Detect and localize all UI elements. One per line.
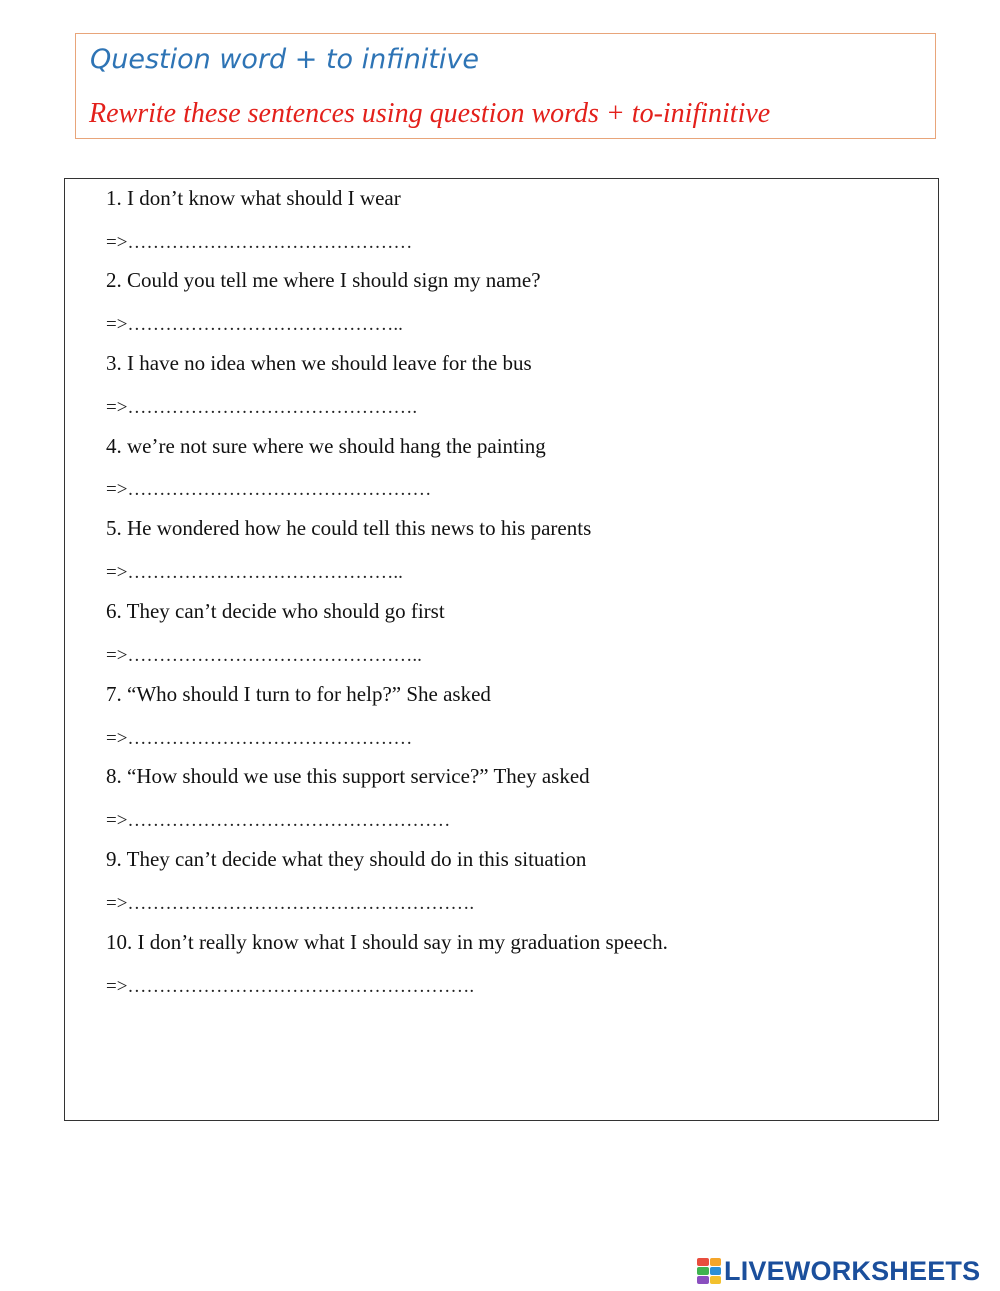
worksheet-title: Question word + to infinitive bbox=[90, 44, 480, 75]
answer-blank-5[interactable]: =>…………………………………….. bbox=[106, 562, 403, 583]
answer-blank-1[interactable]: =>……………………………………… bbox=[106, 232, 413, 253]
question-9: 9. They can’t decide what they should do in this situation bbox=[106, 847, 587, 871]
question-7: 7. “Who should I turn to for help?” She asked bbox=[106, 682, 491, 706]
worksheet-instructions: Rewrite these sentences using question words + to-inifinitive bbox=[89, 98, 771, 129]
brand-name: LIVEWORKSHEETS bbox=[724, 1255, 981, 1286]
answer-blank-3[interactable]: =>………………………………………. bbox=[106, 397, 418, 418]
answer-blank-9[interactable]: =>………………………………………………. bbox=[106, 893, 475, 914]
question-10: 10. I don’t really know what I should say in my graduation speech. bbox=[106, 930, 668, 954]
liveworksheets-logo-icon bbox=[697, 1258, 721, 1284]
question-6: 6. They can’t decide who should go first bbox=[106, 599, 445, 623]
question-8: 8. “How should we use this support service?” They asked bbox=[106, 764, 590, 788]
header-box bbox=[75, 33, 936, 139]
question-2: 2. Could you tell me where I should sign my name? bbox=[106, 268, 541, 292]
answer-blank-2[interactable]: =>…………………………………….. bbox=[106, 314, 403, 335]
question-5: 5. He wondered how he could tell this news to his parents bbox=[106, 516, 592, 540]
answer-blank-7[interactable]: =>……………………………………… bbox=[106, 728, 413, 749]
liveworksheets-brand bbox=[697, 1256, 980, 1286]
question-1: 1. I don’t know what should I wear bbox=[106, 186, 401, 210]
question-4: 4. we’re not sure where we should hang the painting bbox=[106, 434, 546, 458]
question-3: 3. I have no idea when we should leave for the bus bbox=[106, 351, 532, 375]
answer-blank-6[interactable]: =>……………………………………….. bbox=[106, 645, 422, 666]
answer-blank-8[interactable]: =>…………………………………………… bbox=[106, 810, 451, 831]
answer-blank-10[interactable]: =>………………………………………………. bbox=[106, 976, 475, 997]
answer-blank-4[interactable]: =>………………………………………… bbox=[106, 479, 432, 500]
